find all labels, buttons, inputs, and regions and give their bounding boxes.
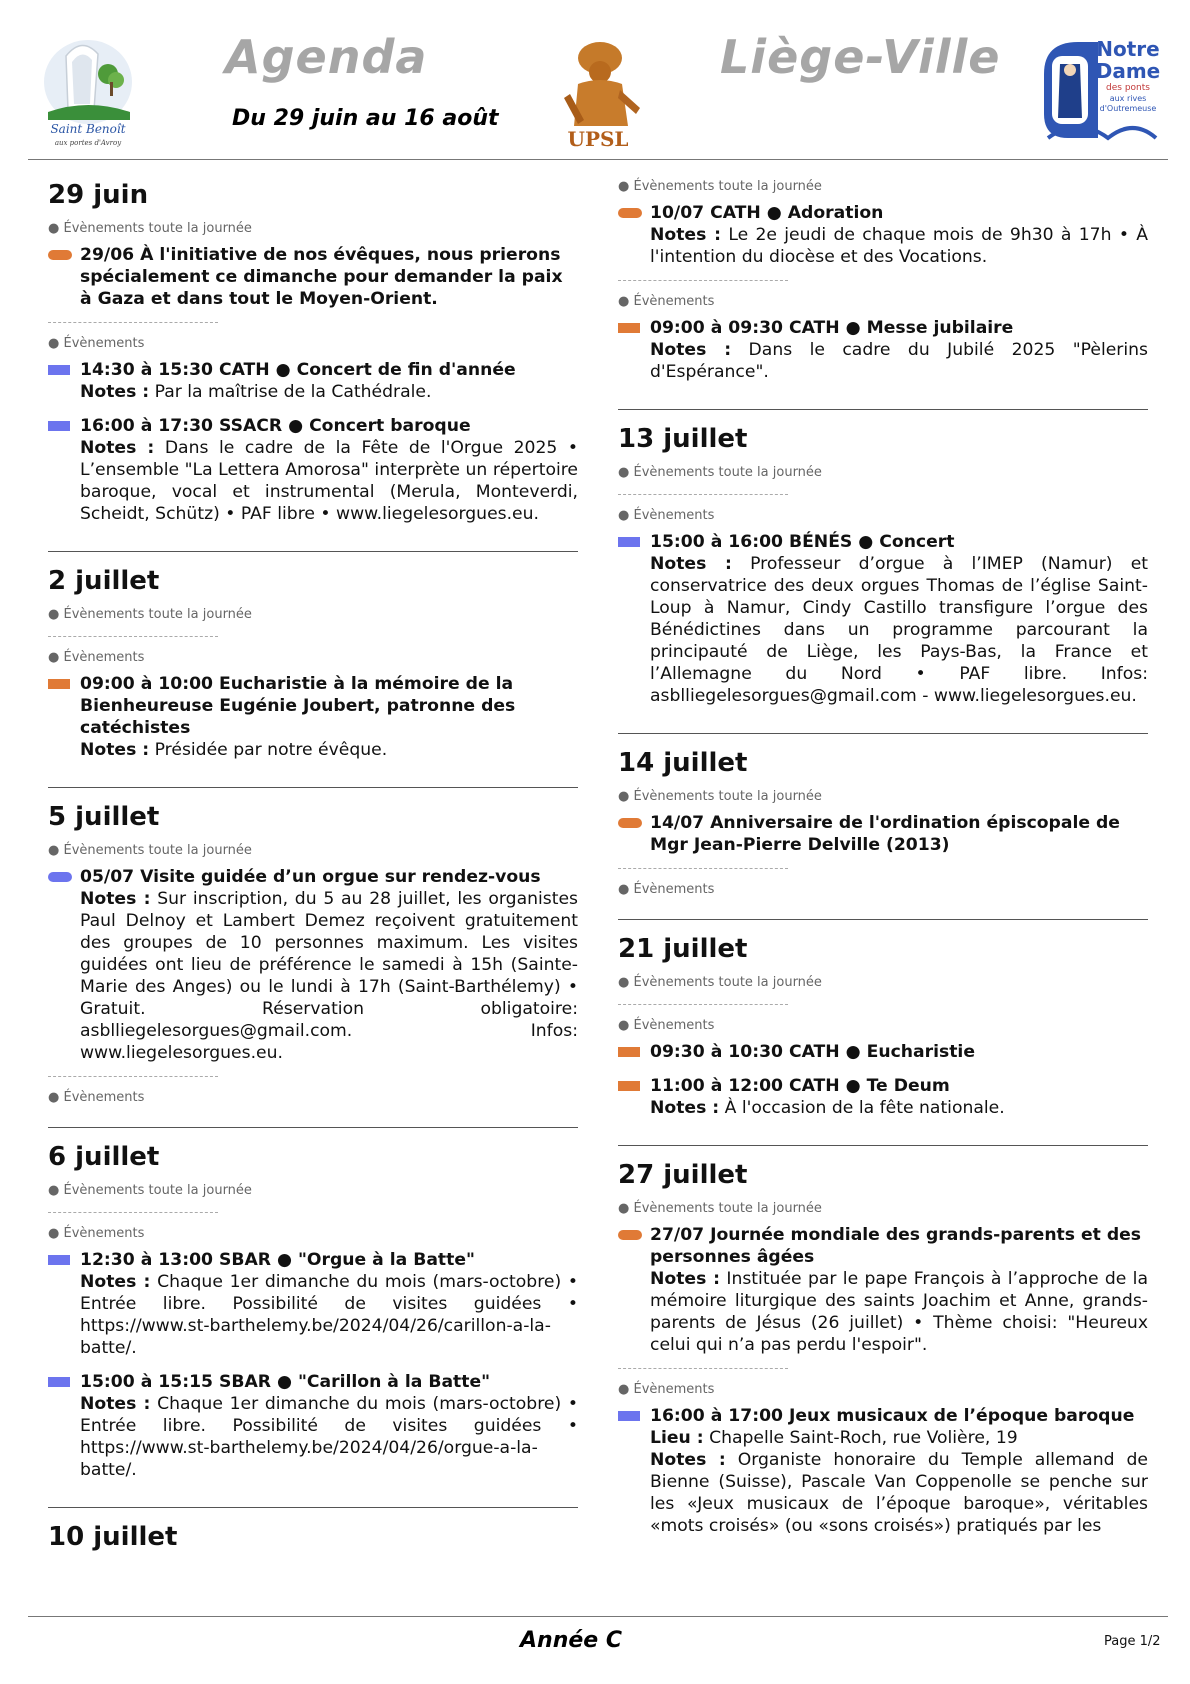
day-title: 14 juillet bbox=[618, 748, 748, 778]
saint-benoit-logo bbox=[38, 32, 138, 150]
events-label: ● Évènements bbox=[618, 1018, 715, 1033]
svg-text:aux portes d'Avroy: aux portes d'Avroy bbox=[54, 139, 122, 147]
allday-event-marker bbox=[48, 872, 72, 882]
event-item bbox=[48, 244, 578, 310]
header-city-title: Liège-Ville bbox=[720, 30, 1001, 84]
event-marker bbox=[48, 1255, 70, 1265]
event-marker bbox=[618, 537, 640, 547]
day-title: 6 juillet bbox=[48, 1142, 160, 1172]
day-section-21-juillet bbox=[618, 934, 1148, 1146]
event-item bbox=[48, 673, 578, 761]
day-section-5-juillet bbox=[48, 802, 578, 1128]
svg-text:Saint Benoît: Saint Benoît bbox=[50, 122, 126, 136]
svg-text:d'Outremeuse: d'Outremeuse bbox=[1099, 104, 1157, 113]
event-title: 09:30 à 10:30 CATH ● Eucharistie bbox=[650, 1042, 975, 1062]
event-title: 16:00 à 17:00 Jeux musicaux de l’époque baroque bbox=[650, 1406, 1135, 1426]
allday-event-marker bbox=[618, 818, 642, 828]
allday-event-marker bbox=[618, 208, 642, 218]
event-notes: Notes : Par la maîtrise de la Cathédrale. bbox=[80, 382, 432, 402]
event-marker bbox=[48, 365, 70, 375]
events-label: ● Évènements bbox=[48, 1226, 145, 1241]
allday-label: ● Évènements toute la journée bbox=[618, 975, 822, 990]
header-agenda-title: Agenda bbox=[225, 30, 428, 84]
footer-divider bbox=[28, 1616, 1168, 1617]
event-title: 14/07 Anniversaire de l'ordination épiscopale de Mgr Jean-Pierre Delville (2013) bbox=[650, 813, 1120, 855]
day-title: 2 juillet bbox=[48, 566, 160, 596]
page-number: Page 1/2 bbox=[1104, 1634, 1161, 1649]
day-section-13-juillet bbox=[618, 424, 1148, 734]
event-notes: Notes : Dans le cadre du Jubilé 2025 "Pèlerins d'Espérance". bbox=[650, 340, 1149, 382]
dashed-separator bbox=[618, 1004, 788, 1005]
event-notes: Notes : Dans le cadre de la Fête de l'Orgue 2025 • L’ensemble "La Lettera Amorosa" interprète un répertoire baroque, vocal et instrumental (Merula, Monteverdi, Scheidt, Schütz) • PAF libre • www.liegelesorgues.eu. bbox=[80, 438, 579, 524]
event-title: 12:30 à 13:00 SBAR ● "Orgue à la Batte" bbox=[80, 1250, 475, 1270]
events-label: ● Évènements bbox=[618, 508, 715, 523]
day-title: 10 juillet bbox=[48, 1522, 178, 1552]
event-title: 09:00 à 09:30 CATH ● Messe jubilaire bbox=[650, 318, 1014, 338]
svg-text:aux rives: aux rives bbox=[1109, 94, 1147, 103]
dashed-separator bbox=[618, 1368, 788, 1369]
dashed-separator bbox=[48, 1076, 218, 1077]
event-notes: Notes : À l'occasion de la fête nationale. bbox=[650, 1098, 1005, 1118]
event-notes: Notes : Professeur d’orgue à l’IMEP (Namur) et conservatrice des deux orgues Thomas de l’église Saint-Loup à Namur, Cindy Castillo transfigure l’orgue des Bénédictines dans un programme parcourant la principauté de Liège, les Pays-Bas, la France et l’Allemagne du Nord • PAF libre. Infos: asblliegelesorgues@gmail.com - www.liegelesorgues.eu. bbox=[650, 554, 1149, 706]
event-title: 05/07 Visite guidée d’un orgue sur rendez-vous bbox=[80, 867, 541, 887]
dashed-separator bbox=[48, 322, 218, 323]
event-notes: Notes : Présidée par notre évêque. bbox=[80, 740, 388, 760]
event-item bbox=[48, 866, 578, 1064]
allday-label: ● Évènements toute la journée bbox=[618, 465, 822, 480]
event-title: 16:00 à 17:30 SSACR ● Concert baroque bbox=[80, 416, 471, 436]
svg-text:des ponts: des ponts bbox=[1106, 83, 1150, 93]
event-title: 15:00 à 16:00 BÉNÉS ● Concert bbox=[650, 532, 955, 552]
header-divider bbox=[28, 159, 1168, 160]
events-label: ● Évènements bbox=[48, 336, 145, 351]
event-item bbox=[618, 202, 1148, 268]
upsl-logo bbox=[548, 34, 648, 152]
event-notes: Notes : Chaque 1er dimanche du mois (mars-octobre) • Entrée libre. Possibilité de visites guidées • https://www.st-barthelemy.be/2024/04/26/carillon-a-la-batte/. bbox=[80, 1272, 578, 1358]
notre-dame-logo bbox=[1038, 34, 1160, 150]
day-title: 29 juin bbox=[48, 180, 149, 210]
day-section-2-juillet bbox=[48, 566, 578, 788]
events-label: ● Évènements bbox=[48, 650, 145, 665]
event-marker bbox=[618, 1081, 640, 1091]
event-notes: Notes : Organiste honoraire du Temple allemand de Bienne (Suisse), Pascale Van Coppenolle se penche sur les «Jeux musicaux de l’époque baroque», véritables «mots croisés» (ou «sons croisés») pratiqués par les bbox=[650, 1450, 1149, 1536]
event-title: 11:00 à 12:00 CATH ● Te Deum bbox=[650, 1076, 950, 1096]
day-title: 27 juillet bbox=[618, 1160, 748, 1190]
event-title: 29/06 À l'initiative de nos évêques, nous prierons spécialement ce dimanche pour demander la paix à Gaza et dans tout le Moyen-Orient. bbox=[80, 245, 563, 309]
day-section-29-juin bbox=[48, 180, 578, 552]
header-date-range: Du 29 juin au 16 août bbox=[232, 106, 499, 131]
day-section-10-juillet-heading bbox=[48, 1522, 578, 1576]
events-label: ● Évènements bbox=[618, 294, 715, 309]
event-item bbox=[618, 531, 1148, 707]
event-item bbox=[618, 1075, 1148, 1119]
day-title: 13 juillet bbox=[618, 424, 748, 454]
allday-label: ● Évènements toute la journée bbox=[48, 221, 252, 236]
event-item bbox=[48, 1371, 578, 1481]
dashed-separator bbox=[48, 636, 218, 637]
event-item bbox=[48, 1249, 578, 1359]
events-label: ● Évènements bbox=[618, 1382, 715, 1397]
svg-text:UPSL: UPSL bbox=[567, 127, 629, 151]
event-notes: Notes : Instituée par le pape François à l’approche de la mémoire liturgique des saints Joachim et Anne, grands-parents de Jésus (26 juillet) • Thème choisi: "Heureux celui qui n’a pas perdu l'espoir". bbox=[650, 1269, 1148, 1355]
event-item bbox=[618, 1224, 1148, 1356]
dashed-separator bbox=[618, 868, 788, 869]
event-title: 27/07 Journée mondiale des grands-parents et des personnes âgées bbox=[650, 1225, 1142, 1267]
allday-label: ● Évènements toute la journée bbox=[48, 1183, 252, 1198]
events-label: ● Évènements bbox=[618, 882, 715, 897]
svg-text:Notre: Notre bbox=[1096, 37, 1160, 61]
allday-label: ● Évènements toute la journée bbox=[618, 789, 822, 804]
event-marker bbox=[618, 1047, 640, 1057]
events-label: ● Évènements bbox=[48, 1090, 145, 1105]
allday-event-marker bbox=[48, 250, 72, 260]
dashed-separator bbox=[618, 280, 788, 281]
event-title: 09:00 à 10:00 Eucharistie à la mémoire de la Bienheureuse Eugénie Joubert, patronne des catéchistes bbox=[80, 674, 516, 738]
allday-label: ● Évènements toute la journée bbox=[618, 1201, 822, 1216]
event-notes: Notes : Le 2e jeudi de chaque mois de 9h30 à 17h • À l'intention du diocèse et des Vocations. bbox=[650, 225, 1149, 267]
day-section-6-juillet bbox=[48, 1142, 578, 1508]
event-marker bbox=[618, 323, 640, 333]
day-title: 21 juillet bbox=[618, 934, 748, 964]
event-notes: Notes : Sur inscription, du 5 au 28 juillet, les organistes Paul Delnoy et Lambert Demez reçoivent gratuitement des groupes de 10 personnes maximum. Les visites guidées ont lieu de préférence le samedi à 15h (Sainte-Marie des Anges) ou le lundi à 17h (Saint-Barthélemy) • Gratuit. Réservation obligatoire: asblliegelesorgues@gmail.com. Infos: www.liegelesorgues.eu. bbox=[80, 889, 579, 1063]
event-item bbox=[618, 317, 1148, 383]
right-column bbox=[618, 176, 1148, 1577]
day-title: 5 juillet bbox=[48, 802, 160, 832]
event-item bbox=[618, 1041, 1148, 1063]
left-column bbox=[48, 170, 578, 1590]
page-header bbox=[0, 0, 1190, 160]
event-item bbox=[48, 415, 578, 525]
allday-label: ● Évènements toute la journée bbox=[48, 843, 252, 858]
event-location: Lieu : Chapelle Saint-Roch, rue Volière, 19 bbox=[650, 1428, 1018, 1448]
footer-liturgical-year: Année C bbox=[520, 1628, 622, 1653]
dashed-separator bbox=[48, 1212, 218, 1213]
event-item bbox=[48, 359, 578, 403]
event-title: 15:00 à 15:15 SBAR ● "Carillon à la Batte" bbox=[80, 1372, 491, 1392]
day-section-10-juillet-cont bbox=[618, 178, 1148, 410]
allday-event-marker bbox=[618, 1230, 642, 1240]
event-item bbox=[618, 812, 1148, 856]
event-notes: Notes : Chaque 1er dimanche du mois (mars-octobre) • Entrée libre. Possibilité de visites guidées • https://www.st-barthelemy.be/2024/04/26/orgue-a-la-batte/. bbox=[80, 1394, 578, 1480]
allday-label: ● Évènements toute la journée bbox=[618, 179, 822, 194]
event-marker bbox=[48, 679, 70, 689]
svg-text:Dame: Dame bbox=[1095, 59, 1160, 83]
event-marker bbox=[618, 1411, 640, 1421]
event-title: 14:30 à 15:30 CATH ● Concert de fin d'année bbox=[80, 360, 516, 380]
day-section-14-juillet bbox=[618, 748, 1148, 920]
day-section-27-juillet bbox=[618, 1160, 1148, 1563]
event-marker bbox=[48, 1377, 70, 1387]
event-title: 10/07 CATH ● Adoration bbox=[650, 203, 884, 223]
dashed-separator bbox=[618, 494, 788, 495]
event-item bbox=[618, 1405, 1148, 1537]
allday-label: ● Évènements toute la journée bbox=[48, 607, 252, 622]
event-marker bbox=[48, 421, 70, 431]
